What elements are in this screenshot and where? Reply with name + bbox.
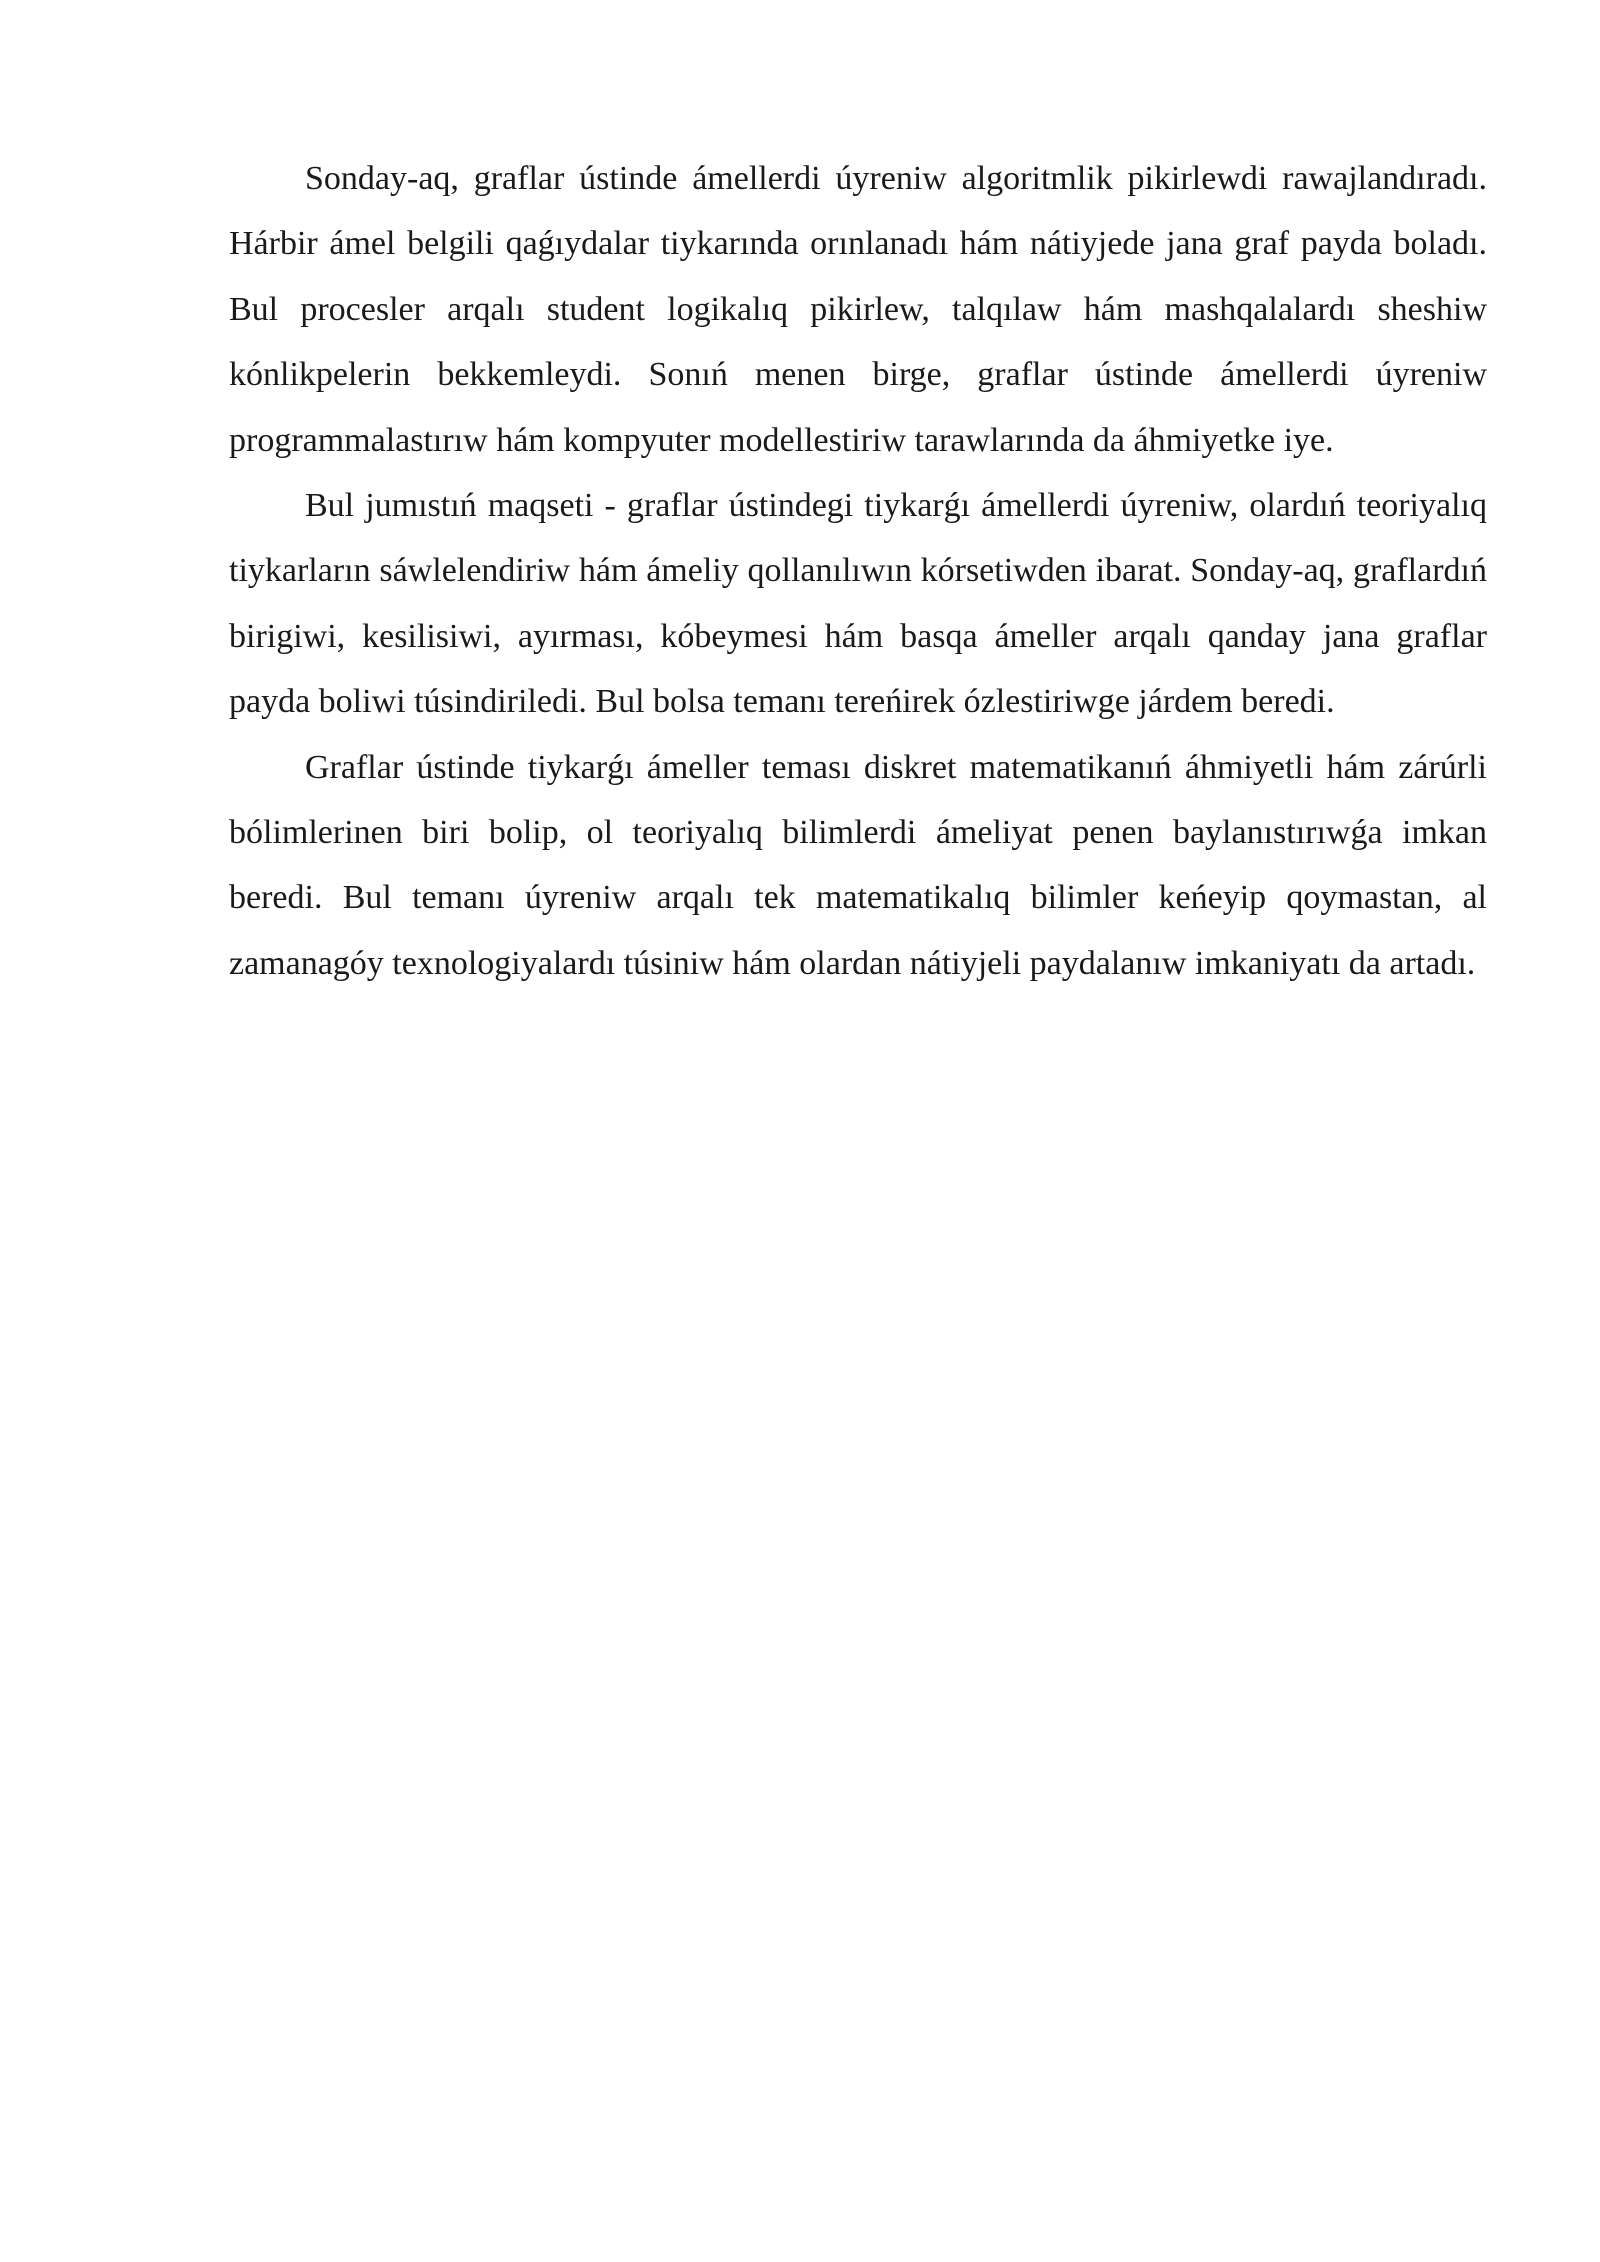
paragraph-3: Graflar ústinde tiykarǵı ámeller teması diskret matematikanıń áhmiyetli hám zárúrli bólimlerinen biri bolip, ol teoriyalıq bilimlerdi ámeliyat penen baylanıstırıwǵa imkan beredi. Bul temanı úyreniw arqalı tek matematikalıq bilimler keńeyip qoymastan, al zamanagóy texnologiyalardı túsiniw hám olardan nátiyjeli paydalanıw imkaniyatı da artadı. — [229, 748, 1487, 982]
paragraph-2: Bul jumıstıń maqseti - graflar ústindegi tiykarǵı ámellerdi úyreniw, olardıń teoriyalıq tiykarların sáwlelendiriw hám ámeliy qollanılıwın kórsetiwden ibarat. Sonday-aq, graflardıń birigiwi, kesilisiwi, ayırması, kóbeymesi hám basqa ámeller arqalı qanday jana graflar payda boliwi túsindiriledi. Bul bolsa temanı tereńirek ózlestiriwge járdem beredi. — [229, 487, 1487, 721]
paragraph-1: Sonday-aq, graflar ústinde ámellerdi úyreniw algoritmlik pikirlewdi rawajlandıradı. Hárbir ámel belgili qaǵıydalar tiykarında orınlanadı hám nátiyjede jana graf payda boladı. Bul procesler arqalı student logikalıq pikirlew, talqılaw hám mashqalalardı sheshiw kónlikpelerin bekkemleydi. Sonıń menen birge, graflar ústinde ámellerdi úyreniw programmalastırıw hám kompyuter modellestiriw tarawlarında da áhmiyetke iye. — [229, 160, 1487, 459]
document-body — [229, 146, 1487, 996]
